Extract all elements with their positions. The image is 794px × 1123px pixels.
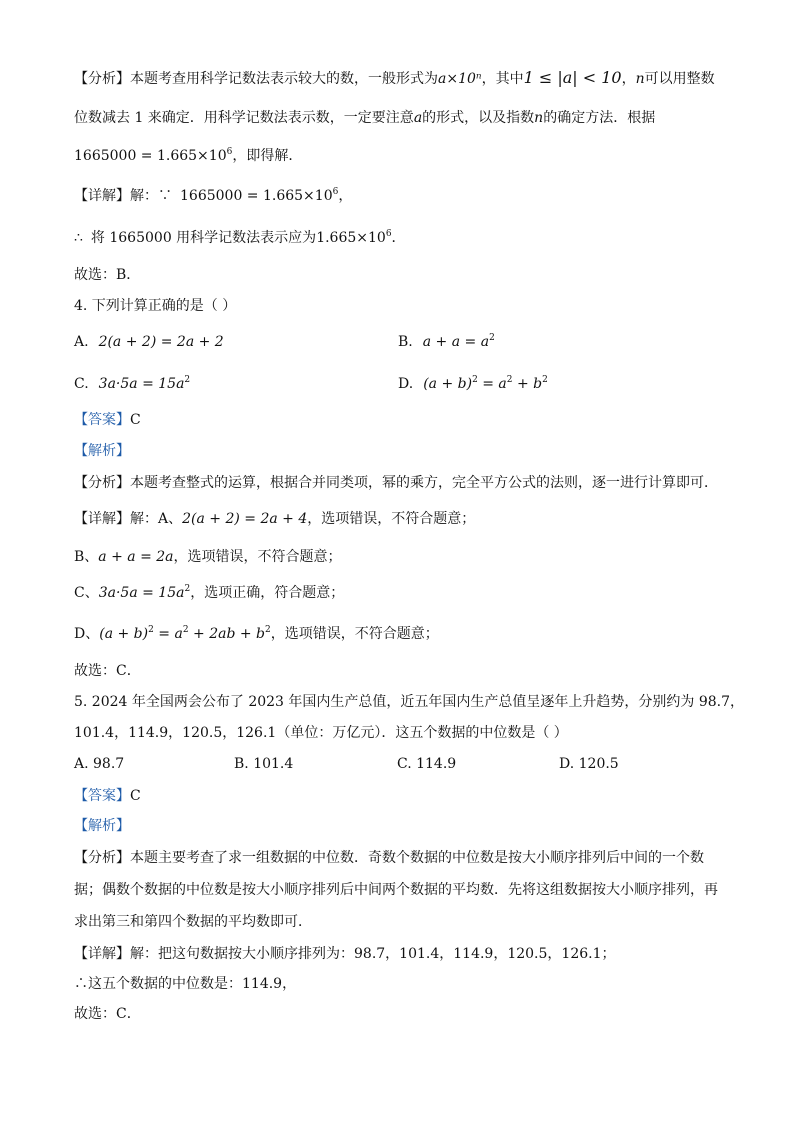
q4-answer: 【答案】C [74, 412, 141, 428]
scientific-notation-form: a×10ⁿ [438, 71, 482, 87]
q5-analysis-line-1: 【分析】本题主要考查了求一组数据的中位数．奇数个数据的中位数是按大小顺序排列后中间的一个数 [74, 850, 704, 866]
q4-analysis: 【分析】本题考查整式的运算，根据合并同类项，幂的乘方，完全平方公式的法则，逐一进行计算即可． [74, 475, 718, 491]
q5-option-d: D. 120.5 [559, 756, 619, 772]
q3-choice: 故选：B． [74, 267, 141, 283]
q3-analysis-line-2: 位数减去 1 来确定．用科学记数法表示数，一定要注意a的形式，以及指数n的确定方法．根据 [74, 110, 656, 126]
therefore-symbol: ∴ [74, 230, 83, 246]
q3-analysis-line-1: 【分析】本题考查用科学记数法表示较大的数，一般形式为a×10ⁿ，其中1 ≤ |a| < 10，n可以用整数 [74, 68, 715, 87]
q4-stem: 4. 下列计算正确的是（ ） [74, 298, 237, 314]
q4-detail-b: B、a + a = 2a，选项错误，不符合题意； [74, 549, 342, 565]
q5-option-c: C. 114.9 [397, 756, 457, 772]
q3-analysis-line-3: $1665000 = 1.665\times 10^6$，即得解． [74, 147, 303, 164]
q3-detail-line-2: ∴ 将 1665000 用科学记数法表示应为$1.665\times 10^6$． [74, 229, 406, 246]
q5-detail-line-2: ∴这五个数据的中位数是：114.9， [74, 976, 297, 992]
q5-answer: 【答案】C [74, 788, 141, 804]
q4-detail-a: 【详解】解：A、2(a + 2) = 2a + 4，选项错误，不符合题意； [74, 511, 476, 527]
because-symbol: ∵ [158, 188, 172, 204]
q3-detail-line-1: 【详解】解：∵ $1665000 = 1.665\times 10^6$， [74, 187, 353, 204]
q5-analysis-line-3: 求出第三和第四个数据的平均数即可． [74, 914, 312, 930]
q5-option-b: B. 101.4 [234, 756, 294, 772]
q5-analysis-line-2: 据；偶数个数据的中位数是按大小顺序排列后中间两个数据的平均数．先将这组数据按大小顺序排列，再 [74, 882, 718, 898]
q5-stem-line-2: 101.4，114.9，120.5，126.1（单位：万亿元）．这五个数据的中位数是（ ） [74, 725, 568, 741]
q4-choice: 故选：C． [74, 663, 141, 679]
range-condition: 1 ≤ |a| < 10 [523, 68, 622, 87]
q4-option-d: D. $(a + b)^2 = a^2 + b^2$ [398, 375, 548, 392]
q5-choice: 故选：C． [74, 1006, 141, 1022]
q5-detail-line-1: 【详解】解：把这句数据按大小顺序排列为：98.7，101.4，114.9，120.5，126.1； [74, 946, 616, 962]
detail-tag: 【详解】 [74, 188, 130, 204]
q5-jiexi-tag: 【解析】 [74, 818, 130, 834]
q4-detail-d: D、$(a + b)^2 = a^2 + 2ab + b^2$，选项错误，不符合题意； [74, 625, 439, 642]
formula: 1665000 = 1.665×10 [74, 148, 227, 164]
q5-option-a: A. 98.7 [74, 756, 125, 772]
q4-option-a: A. 2(a + 2) = 2a + 2 [74, 334, 224, 350]
q4-option-c: C. $3a\cdot 5a = 15a^2$ [74, 375, 191, 392]
analysis-tag: 【分析】 [74, 71, 130, 87]
q4-option-b: B. $a + a = a^2$ [398, 333, 495, 350]
q4-jiexi-tag: 【解析】 [74, 443, 130, 459]
answer-tag: 【答案】 [74, 788, 130, 804]
q4-detail-c: C、$3a\cdot 5a = 15a^2$，选项正确，符合题意； [74, 584, 345, 601]
answer-tag: 【答案】 [74, 412, 130, 428]
q5-stem-line-1: 5. 2024 年全国两会公布了 2023 年国内生产总值，近五年国内生产总值呈逐年上升趋势，分别约为 98.7， [74, 694, 745, 710]
